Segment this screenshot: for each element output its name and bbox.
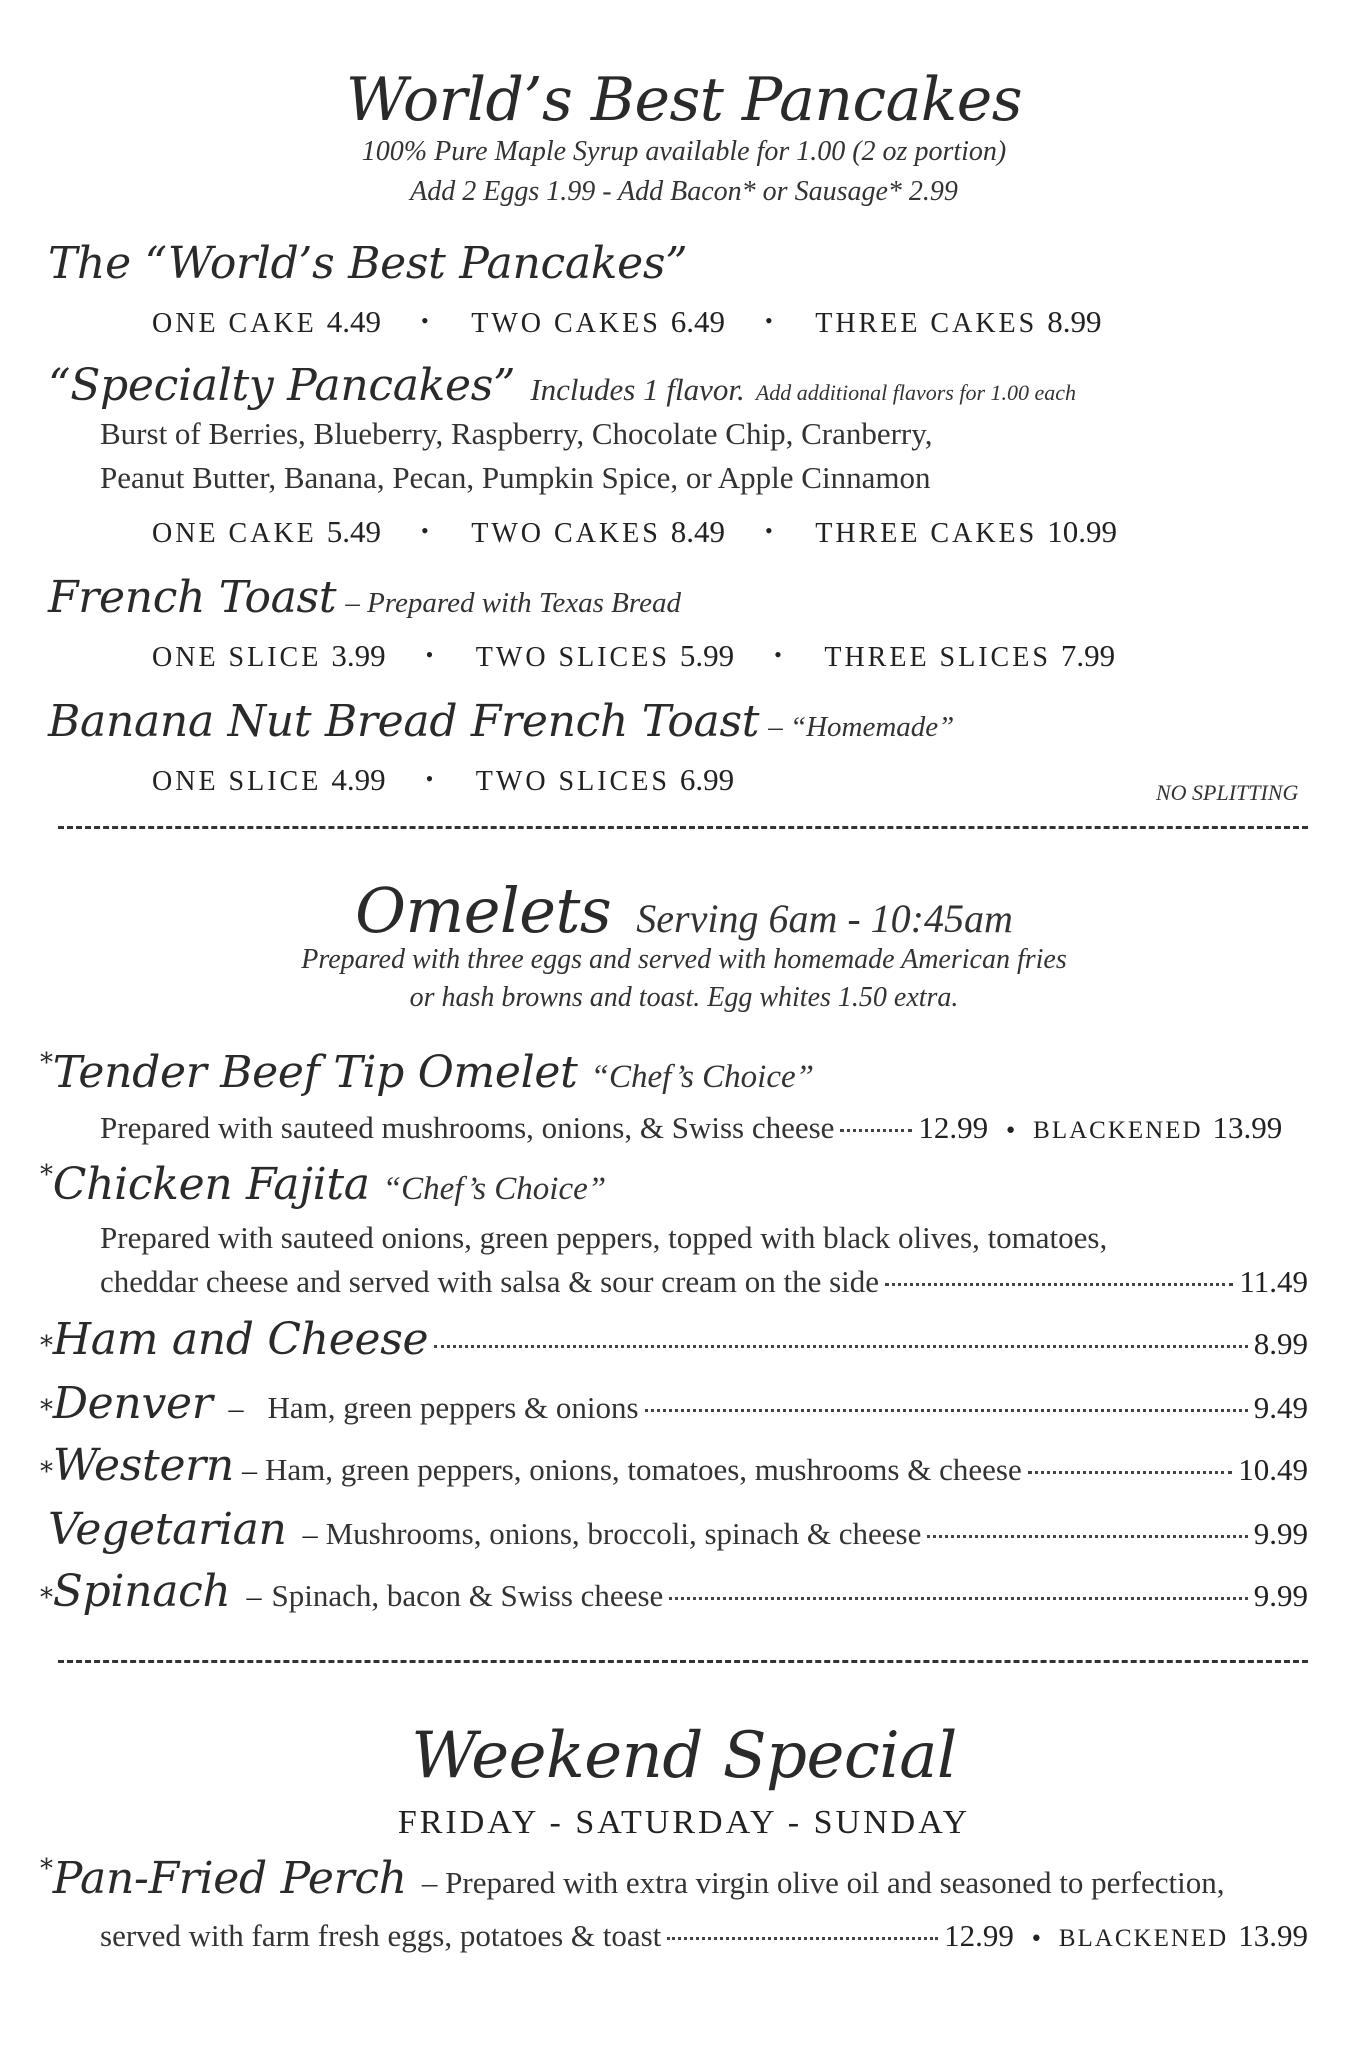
item-title-western: Western [52,1440,234,1491]
specialty-includes: Includes 1 flavor. [530,372,745,407]
beef-tip-desc: Prepared with sauteed mushrooms, onions, & Swiss cheese [100,1110,835,1145]
blackened-price: 13.99 [1238,1918,1308,1953]
vegetarian-desc: Mushrooms, onions, broccoli, spinach & cheese [325,1516,922,1551]
specialty-flavors-line2: Peanut Butter, Banana, Pecan, Pumpkin Spice, or Apple Cinnamon [100,460,931,495]
weekend-days: FRIDAY - SATURDAY - SUNDAY [397,1804,971,1841]
item-title-beef-tip: Tender Beef Tip Omelet [52,1047,578,1098]
star-marker: * [40,1160,53,1190]
item-header-french-toast [48,572,681,623]
dot-leader [885,1283,1233,1286]
size-price: 5.99 [679,638,735,673]
perch-desc-line2: served with farm fresh eggs, potatoes & toast [100,1918,662,1953]
item-title-ham-cheese: Ham and Cheese [52,1314,429,1365]
specialty-additional-note: Add additional flavors for 1.00 each [755,380,1077,405]
spinach-desc: Spinach, bacon & Swiss cheese [271,1578,664,1613]
item-header-beef-tip [40,1047,814,1098]
pancakes-note-syrup: 100% Pure Maple Syrup available for 1.00 (2 oz portion) [361,136,1007,167]
beef-tip-desc-row [100,1110,1308,1146]
size-label: ONE SLICE [152,766,322,797]
size-label: ONE SLICE [152,642,322,673]
perch-price: 12.99 [944,1918,1014,1953]
weekend-heading: Weekend Special [411,1719,957,1793]
blackened-label: BLACKENED [1033,1117,1203,1144]
western-row [40,1440,1308,1491]
star-marker: * [40,1854,53,1884]
star-marker: * [40,1048,53,1078]
no-splitting-note: NO SPLITTING [1156,780,1299,805]
omelets-note-line1: Prepared with three eggs and served with homemade American fries [301,944,1067,975]
blackened-label: BLACKENED [1058,1925,1229,1952]
blackened-price: 13.99 [1212,1110,1283,1145]
item-title-vegetarian: Vegetarian [48,1504,287,1555]
bullet-separator: • [765,308,776,333]
bullet-separator: • [421,308,432,333]
size-label: TWO SLICES [475,766,670,797]
price-row-worlds-best [152,306,1101,338]
size-price: 10.99 [1047,514,1117,549]
star-marker: * [40,1457,53,1487]
ham-cheese-row [40,1314,1308,1365]
dot-leader [1028,1471,1233,1474]
section-divider [58,1660,1308,1663]
omelets-note-line2: or hash browns and toast. Egg whites 1.50 extra. [409,982,959,1013]
size-price: 7.99 [1060,638,1116,673]
chicken-fajita-desc-line2: cheddar cheese and served with salsa & sour cream on the side [100,1264,880,1299]
size-label: THREE CAKES [815,308,1038,339]
dot-leader [667,1937,938,1940]
denver-desc: Ham, green peppers & onions [267,1390,639,1425]
star-marker: * [40,1395,53,1425]
western-desc: Ham, green peppers, onions, tomatoes, mushrooms & cheese [264,1452,1022,1487]
ham-cheese-price: 8.99 [1253,1326,1308,1361]
dash: – [246,1580,262,1613]
bullet-separator: • [425,642,437,667]
size-price: 4.49 [326,304,382,339]
item-title-banana-nut: Banana Nut Bread French Toast [48,696,760,747]
item-title-specialty: “Specialty Pancakes” [48,360,516,411]
perch-desc-line1: – Prepared with extra virgin olive oil and seasoned to perfection, [421,1865,1225,1900]
specialty-flavors-line1: Burst of Berries, Blueberry, Raspberry, Chocolate Chip, Cranberry, [100,416,933,451]
denver-row [40,1378,1308,1429]
bullet-separator: • [1004,1119,1018,1144]
item-title-denver: Denver [52,1378,213,1429]
bullet-separator: • [1029,1927,1043,1952]
pancakes-heading: World’s Best Pancakes [345,65,1023,135]
dot-leader [434,1345,1248,1348]
spinach-price: 9.99 [1253,1578,1308,1613]
omelets-heading: Omelets [355,874,612,947]
dot-leader [669,1597,1247,1600]
perch-desc-row [100,1918,1308,1954]
section-divider [58,826,1308,829]
spinach-row [40,1566,1308,1617]
dash: – [302,1518,318,1551]
beef-tip-price: 12.99 [918,1110,989,1145]
size-label: ONE CAKE [152,308,317,339]
item-header-chicken-fajita [40,1159,607,1210]
size-label: ONE CAKE [152,518,317,549]
dot-leader [645,1409,1248,1412]
star-marker: * [40,1331,53,1361]
size-price: 8.99 [1047,304,1102,339]
price-row-french-toast [152,640,1115,672]
french-toast-note: – Prepared with Texas Bread [345,587,681,619]
item-title-perch: Pan-Fried Perch [52,1853,407,1904]
dot-leader [927,1535,1247,1538]
size-label: THREE SLICES [824,642,1051,673]
chicken-fajita-price: 11.49 [1239,1264,1308,1299]
item-title-worlds-best: The “World’s Best Pancakes” [48,238,688,289]
size-label: THREE CAKES [815,518,1038,549]
dash: – [228,1392,244,1425]
item-header-perch [40,1853,1225,1904]
size-label: TWO CAKES [471,308,661,339]
bullet-separator: • [774,642,785,667]
chefs-choice: “Chef’s Choice” [382,1171,607,1207]
size-price: 3.99 [331,638,386,673]
size-price: 6.49 [670,304,726,339]
bullet-separator: • [425,766,437,791]
size-price: 5.49 [326,514,382,549]
star-marker: * [40,1583,53,1613]
item-title-french-toast: French Toast [48,572,337,623]
dot-leader [840,1129,912,1132]
bullet-separator: • [765,518,776,543]
size-label: TWO SLICES [475,642,670,673]
chicken-fajita-desc-row [100,1264,1308,1300]
denver-price: 9.49 [1253,1390,1308,1425]
chicken-fajita-desc-line1: Prepared with sauteed onions, green peppers, topped with black olives, tomatoes, [100,1220,1108,1255]
item-header-banana-nut [48,696,955,747]
omelets-serving-hours: Serving 6am - 10:45am [636,896,1013,941]
pancakes-note-addons: Add 2 Eggs 1.99 - Add Bacon* or Sausage* 2.99 [410,176,958,207]
vegetarian-row [48,1504,1308,1555]
item-header-specialty [48,360,1077,411]
chefs-choice: “Chef’s Choice” [590,1059,814,1095]
price-row-banana-nut [152,764,734,796]
size-price: 6.99 [679,762,735,797]
banana-nut-note: – “Homemade” [768,711,955,743]
size-label: TWO CAKES [471,518,661,549]
item-title-spinach: Spinach [52,1566,231,1617]
size-price: 8.49 [670,514,726,549]
size-price: 4.99 [331,762,386,797]
dash: – [241,1454,257,1487]
bullet-separator: • [421,518,432,543]
vegetarian-price: 9.99 [1253,1516,1308,1551]
omelets-heading-row [0,874,1368,947]
price-row-specialty [152,516,1117,548]
item-title-chicken-fajita: Chicken Fajita [52,1159,370,1210]
western-price: 10.49 [1238,1452,1308,1487]
